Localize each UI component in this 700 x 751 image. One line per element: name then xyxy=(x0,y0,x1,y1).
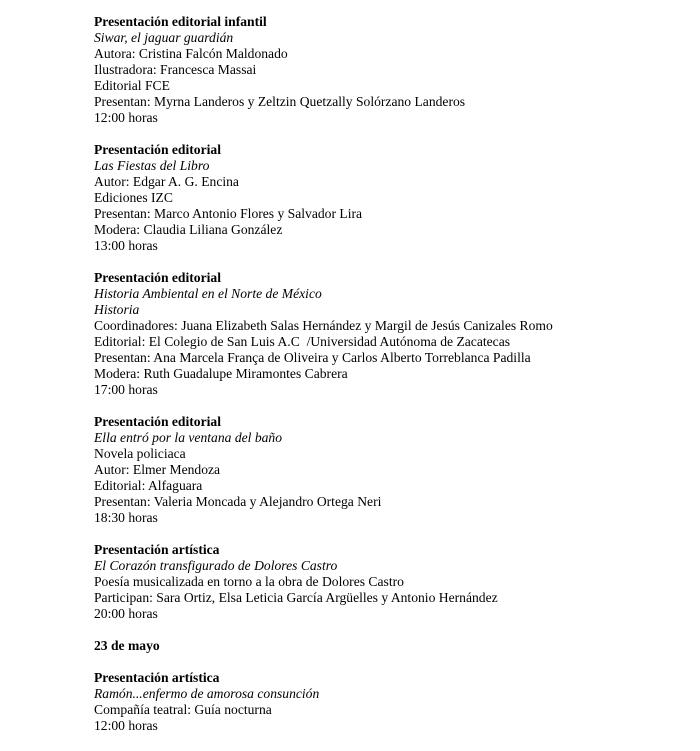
event-detail: Editorial: Alfaguara xyxy=(94,478,203,493)
event-time: 17:00 horas xyxy=(94,382,158,397)
event-type: Presentación editorial xyxy=(94,414,221,429)
event-title: Las Fiestas del Libro xyxy=(94,158,210,173)
event-entry xyxy=(94,142,684,254)
event-time: 20:00 horas xyxy=(94,606,158,621)
date-heading: 23 de mayo xyxy=(94,638,160,653)
event-detail: Autora: Cristina Falcón Maldonado xyxy=(94,46,288,61)
event-time: 12:00 horas xyxy=(94,718,158,733)
event-detail: Editorial: El Colegio de San Luis A.C /Universidad Autónoma de Zacatecas xyxy=(94,334,511,349)
event-detail: Coordinadores: Juana Elizabeth Salas Hernández y Margil de Jesús Canizales Romo xyxy=(94,318,553,333)
event-detail: Presentan: Ana Marcela França de Oliveira y Carlos Alberto Torreblanca Padilla xyxy=(94,350,531,365)
event-detail: Ediciones IZC xyxy=(94,190,173,205)
event-type: Presentación editorial xyxy=(94,142,221,157)
event-time: 12:00 horas xyxy=(94,110,158,125)
event-type: Presentación artística xyxy=(94,542,220,557)
event-type: Presentación editorial xyxy=(94,270,221,285)
event-detail: Poesía musicalizada en torno a la obra de Dolores Castro xyxy=(94,574,404,589)
event-detail: Autor: Edgar A. G. Encina xyxy=(94,174,239,189)
program-document xyxy=(94,14,684,750)
event-entry xyxy=(94,670,684,734)
event-detail: Presentan: Myrna Landeros y Zeltzin Quetzally Solórzano Landeros xyxy=(94,94,466,109)
event-entry xyxy=(94,542,684,622)
event-detail: Modera: Claudia Liliana González xyxy=(94,222,283,237)
event-detail: Modera: Ruth Guadalupe Miramontes Cabrera xyxy=(94,366,348,381)
event-title: El Corazón transfigurado de Dolores Castro xyxy=(94,558,338,573)
event-title: Ramón...enfermo de amorosa consunción xyxy=(94,686,320,701)
event-time: 18:30 horas xyxy=(94,510,158,525)
event-title: Historia Ambiental en el Norte de México xyxy=(94,286,322,301)
event-entry xyxy=(94,14,684,126)
event-time: 13:00 horas xyxy=(94,238,158,253)
event-detail: Presentan: Marco Antonio Flores y Salvador Lira xyxy=(94,206,363,221)
event-title: Siwar, el jaguar guardián xyxy=(94,30,234,45)
event-entry xyxy=(94,270,684,398)
event-detail: Participan: Sara Ortiz, Elsa Leticia García Argüelles y Antonio Hernández xyxy=(94,590,498,605)
event-detail: Autor: Elmer Mendoza xyxy=(94,462,221,477)
event-title: Ella entró por la ventana del baño xyxy=(94,430,283,445)
event-detail: Novela policiaca xyxy=(94,446,186,461)
event-detail: Presentan: Valeria Moncada y Alejandro Ortega Neri xyxy=(94,494,382,509)
event-detail: Editorial FCE xyxy=(94,78,170,93)
event-subtitle: Historia xyxy=(94,302,140,317)
event-detail: Compañía teatral: Guía nocturna xyxy=(94,702,272,717)
event-type: Presentación editorial infantil xyxy=(94,14,267,29)
event-entry xyxy=(94,414,684,526)
event-detail: Ilustradora: Francesca Massai xyxy=(94,62,257,77)
event-type: Presentación artística xyxy=(94,670,220,685)
